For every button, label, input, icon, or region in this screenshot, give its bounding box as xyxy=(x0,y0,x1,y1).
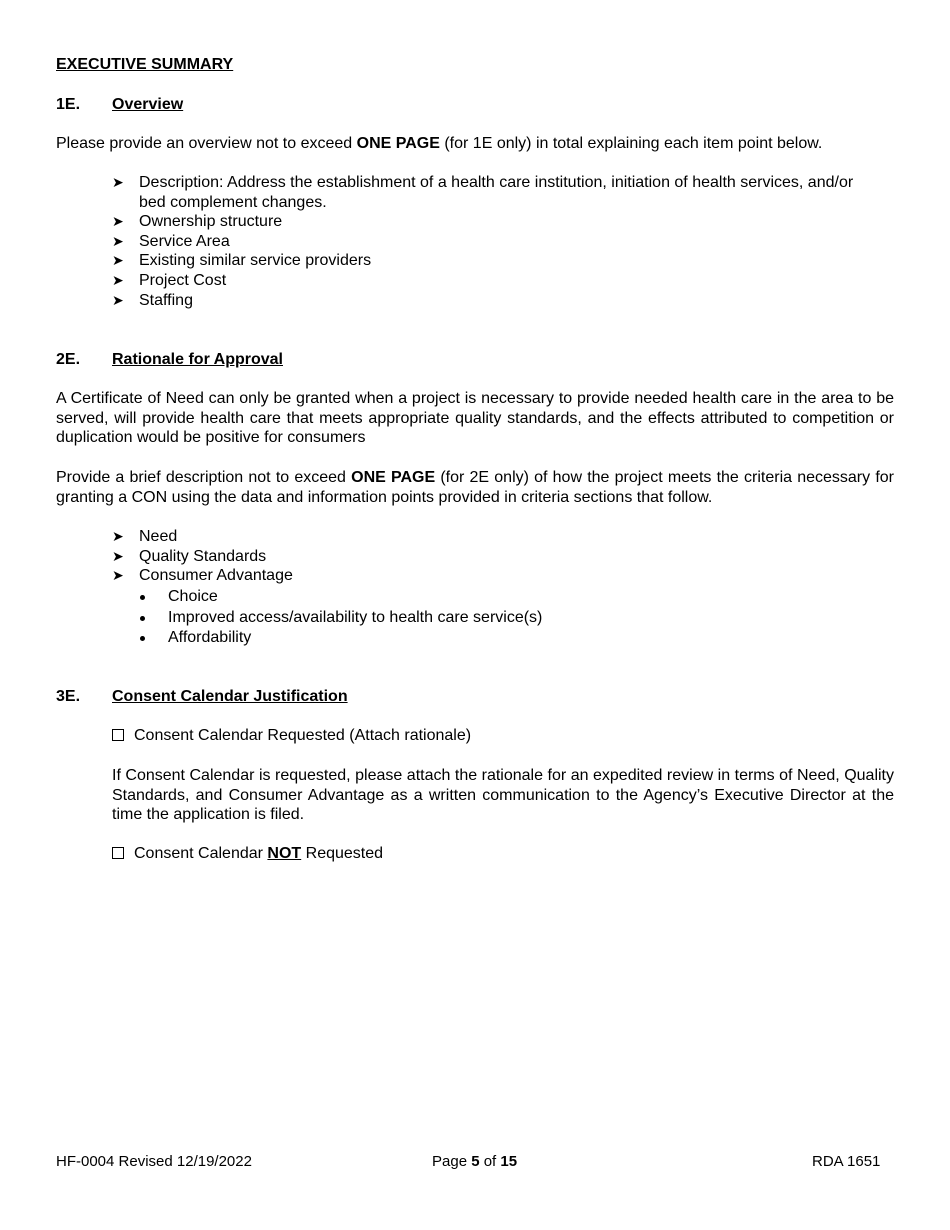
section-1e-intro: Please provide an overview not to exceed ONE PAGE (for 1E only) in total explaining each item point below. xyxy=(56,135,823,152)
arrow-bullet-icon: ➤ xyxy=(112,174,124,190)
consent-not-requested-checkbox[interactable] xyxy=(112,847,124,859)
consent-requested-checkbox[interactable] xyxy=(112,729,124,741)
arrow-bullet-icon: ➤ xyxy=(112,271,124,288)
bullet-dot-icon xyxy=(140,616,145,621)
list-item: ➤ Consumer Advantage xyxy=(112,567,293,585)
section-number: 1E. xyxy=(56,96,81,113)
section-title: Overview xyxy=(112,96,184,113)
document-title: EXECUTIVE SUMMARY xyxy=(56,56,234,73)
section-number: 3E. xyxy=(56,688,81,705)
bullet-dot-icon xyxy=(140,595,145,600)
list-item: ➤ Staffing xyxy=(112,291,193,309)
arrow-bullet-icon: ➤ xyxy=(112,567,124,584)
section-1e-heading xyxy=(56,95,183,115)
section-number: 2E. xyxy=(56,351,81,368)
list-item: ➤ Need xyxy=(112,528,178,545)
arrow-bullet-icon: ➤ xyxy=(112,528,124,544)
section-title: Consent Calendar Justification xyxy=(112,688,348,705)
list-item: ➤ Project Cost xyxy=(112,271,227,289)
section-2e-sublist xyxy=(140,587,542,649)
section-2e-para1: A Certificate of Need can only be granted when a project is necessary to provide needed health care in the area to be served, will provide health care that meets appropriate quality standards, and the effects attributed to competition or duplication would be positive for consumers xyxy=(56,390,894,447)
bullet-dot-icon xyxy=(140,636,145,641)
section-1e-list xyxy=(112,173,859,310)
footer-page-number: Page 5 of 15 xyxy=(432,1153,518,1170)
checkbox-label: Consent Calendar Requested (Attach rationale) xyxy=(134,727,472,744)
arrow-bullet-icon: ➤ xyxy=(112,291,124,308)
section-3e-para: If Consent Calendar is requested, please attach the rationale for an expedited review in terms of Need, Quality Standards, and Consumer Advantage as a written communication to the Agency’s Executive Director at the time the application is filed. xyxy=(112,767,894,824)
list-item: Choice xyxy=(140,587,542,608)
section-2e-list xyxy=(112,527,859,586)
section-2e-heading xyxy=(56,350,283,370)
footer-form-id: HF-0004 Revised 12/19/2022 xyxy=(56,1153,252,1170)
list-item: Affordability xyxy=(140,628,542,649)
consent-requested-option[interactable] xyxy=(112,726,471,746)
arrow-bullet-icon: ➤ xyxy=(112,252,124,269)
section-2e-para2: Provide a brief description not to exceed ONE PAGE (for 2E only) of how the project meets the criteria necessary for granting a CON using the data and information points provided in criteria sections that follow. xyxy=(56,469,894,506)
section-3e-heading xyxy=(56,687,348,707)
list-item: ➤ Description: Address the establishment of a health care institution, initiation of health services, and/or bed complement changes. xyxy=(112,174,854,211)
section-title: Rationale for Approval xyxy=(112,351,283,368)
arrow-bullet-icon: ➤ xyxy=(112,547,124,564)
list-item: ➤ Ownership structure xyxy=(112,213,283,231)
arrow-bullet-icon: ➤ xyxy=(112,232,124,249)
list-item: Improved access/availability to health care service(s) xyxy=(140,608,542,629)
consent-not-requested-option[interactable]: Consent Calendar NOT Requested xyxy=(112,844,383,864)
footer-code: RDA 1651 xyxy=(812,1153,881,1170)
list-item: ➤ Service Area xyxy=(112,232,230,250)
list-item: ➤ Quality Standards xyxy=(112,547,267,565)
list-item: ➤ Existing similar service providers xyxy=(112,252,372,270)
arrow-bullet-icon: ➤ xyxy=(112,213,124,230)
